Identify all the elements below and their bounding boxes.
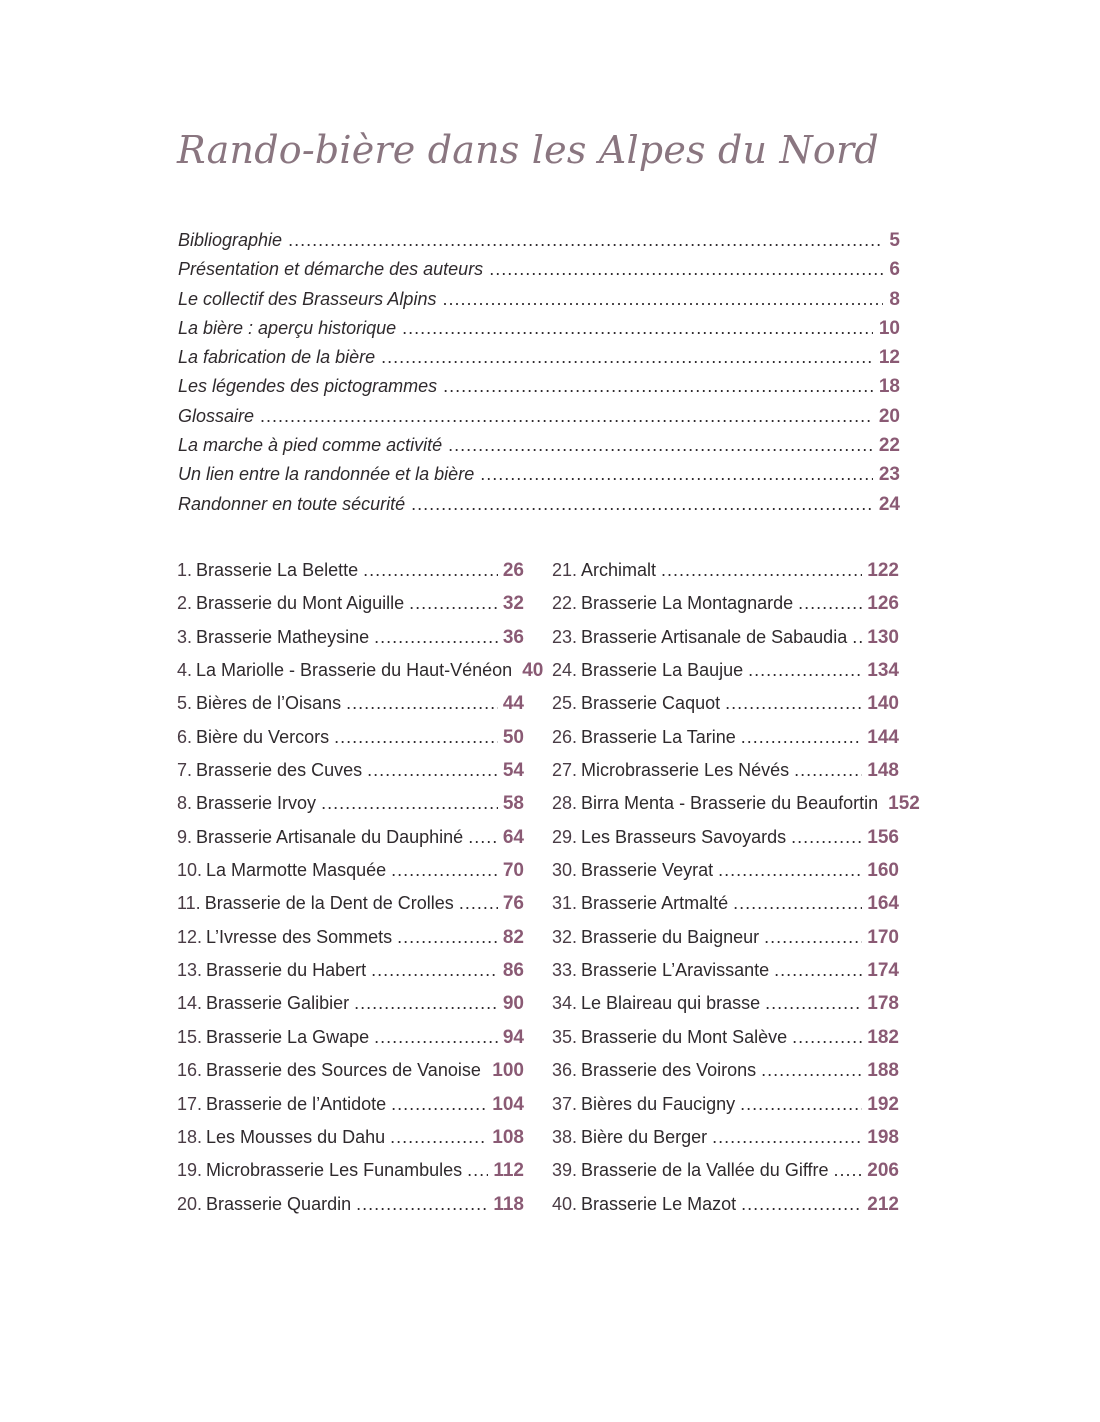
brewery-name: Brasserie des Voirons bbox=[581, 1060, 757, 1081]
brewery-number: 1. bbox=[177, 560, 193, 580]
brewery-page: 36 bbox=[502, 626, 524, 648]
dot-leader bbox=[363, 560, 498, 581]
toc-entry-label: Le collectif des Brasseurs Alpins bbox=[178, 288, 437, 309]
dot-leader bbox=[448, 435, 873, 456]
brewery-name: Brasserie La Baujue bbox=[581, 660, 744, 681]
dot-leader bbox=[774, 960, 862, 981]
brewery-name: Brasserie Irvoy bbox=[196, 793, 317, 814]
title-row bbox=[177, 122, 900, 178]
brewery-entry[interactable] bbox=[552, 693, 899, 726]
brewery-entry[interactable] bbox=[552, 660, 899, 693]
toc-entry[interactable] bbox=[178, 406, 900, 435]
toc-entry-page: 23 bbox=[878, 464, 900, 486]
brewery-entry[interactable] bbox=[177, 1094, 524, 1127]
brewery-entry[interactable] bbox=[177, 860, 524, 893]
brewery-name: Birra Menta - Brasserie du Beaufortin bbox=[581, 793, 879, 814]
brewery-entry[interactable] bbox=[177, 960, 524, 993]
dot-leader bbox=[391, 860, 498, 881]
brewery-page: 170 bbox=[867, 926, 899, 948]
brewery-number: 2. bbox=[177, 593, 193, 614]
brewery-number: 25. bbox=[552, 693, 578, 714]
intro-toc-list bbox=[178, 230, 900, 523]
brewery-page: 26 bbox=[502, 560, 524, 581]
brewery-name: Brasserie Matheysine bbox=[196, 626, 370, 647]
dot-leader bbox=[718, 860, 862, 881]
brewery-page: 44 bbox=[502, 693, 524, 715]
brewery-entry[interactable] bbox=[177, 593, 524, 626]
brewery-entry[interactable] bbox=[552, 760, 899, 793]
brewery-entry[interactable] bbox=[177, 627, 524, 660]
brewery-entry[interactable] bbox=[552, 1194, 899, 1227]
brewery-number: 8. bbox=[177, 793, 193, 814]
dot-leader bbox=[486, 1060, 487, 1081]
brewery-name: Les Mousses du Dahu bbox=[206, 1126, 386, 1147]
brewery-page: 152 bbox=[888, 793, 920, 815]
dot-leader bbox=[411, 494, 873, 515]
brewery-entry[interactable] bbox=[552, 893, 899, 926]
brewery-page: 198 bbox=[867, 1126, 899, 1148]
brewery-name: Les Brasseurs Savoyards bbox=[581, 826, 787, 847]
brewery-page: 112 bbox=[493, 1160, 524, 1182]
dot-leader bbox=[381, 347, 873, 368]
toc-entry-label: Glossaire bbox=[178, 405, 255, 426]
brewery-number: 31. bbox=[552, 893, 578, 914]
brewery-entry[interactable] bbox=[552, 627, 899, 660]
dot-leader bbox=[371, 960, 498, 981]
brewery-page: 206 bbox=[867, 1160, 899, 1182]
brewery-number: 30. bbox=[552, 860, 578, 881]
toc-entry-label: Un lien entre la randonnée et la bière bbox=[178, 464, 475, 485]
brewery-number: 11. bbox=[177, 893, 201, 914]
brewery-entry[interactable] bbox=[177, 1127, 524, 1160]
brewery-entry[interactable] bbox=[177, 1027, 524, 1060]
page-title: Rando-bière dans les Alpes du Nord bbox=[177, 128, 879, 172]
brewery-name: Brasserie des Sources de Vanoise bbox=[206, 1060, 481, 1081]
brewery-number: 27. bbox=[552, 760, 578, 781]
toc-entry-page: 10 bbox=[878, 317, 900, 339]
toc-entry-label: La marche à pied comme activité bbox=[178, 435, 443, 456]
brewery-toc-list-left bbox=[177, 560, 544, 1227]
brewery-page: 54 bbox=[502, 760, 524, 782]
brewery-number: 15. bbox=[177, 1026, 203, 1047]
brewery-name: Brasserie du Baigneur bbox=[581, 926, 760, 947]
brewery-page: 90 bbox=[502, 993, 524, 1015]
toc-entry-label: Présentation et démarche des auteurs bbox=[178, 259, 484, 280]
brewery-name: Microbrasserie Les Funambules bbox=[206, 1160, 463, 1181]
brewery-entry[interactable] bbox=[177, 660, 544, 693]
brewery-number: 17. bbox=[177, 1093, 203, 1114]
brewery-name: Brasserie du Mont Aiguille bbox=[196, 593, 405, 614]
dot-leader bbox=[459, 893, 498, 914]
dot-leader bbox=[792, 1027, 862, 1048]
brewery-name: Archimalt bbox=[581, 560, 657, 580]
dot-leader bbox=[397, 927, 498, 948]
toc-entry[interactable] bbox=[178, 347, 900, 376]
brewery-entry[interactable] bbox=[552, 827, 899, 860]
brewery-page: 212 bbox=[867, 1193, 899, 1215]
dot-leader bbox=[288, 230, 883, 251]
brewery-page: 192 bbox=[867, 1093, 899, 1115]
brewery-number: 14. bbox=[177, 993, 203, 1014]
toc-entry[interactable] bbox=[178, 230, 900, 259]
brewery-page: 82 bbox=[502, 926, 524, 948]
brewery-page: 104 bbox=[492, 1093, 524, 1115]
dot-leader bbox=[334, 727, 498, 748]
brewery-name: Brasserie des Cuves bbox=[196, 760, 363, 781]
toc-entry-label: La bière : aperçu historique bbox=[178, 317, 397, 338]
dot-leader bbox=[356, 1194, 488, 1215]
brewery-number: 36. bbox=[552, 1060, 578, 1081]
dot-leader bbox=[468, 827, 498, 848]
brewery-name: Brasserie du Mont Salève bbox=[581, 1026, 788, 1047]
toc-entry-page: 8 bbox=[889, 288, 900, 310]
toc-entry[interactable] bbox=[178, 494, 900, 523]
brewery-entry[interactable] bbox=[177, 1194, 524, 1227]
brewery-entry[interactable] bbox=[177, 693, 524, 726]
dot-leader bbox=[467, 1160, 488, 1181]
brewery-name: Brasserie La Montagnarde bbox=[581, 593, 794, 614]
dot-leader bbox=[733, 893, 862, 914]
brewery-number: 39. bbox=[552, 1160, 578, 1181]
brewery-entry[interactable] bbox=[552, 960, 899, 993]
dot-leader bbox=[442, 289, 883, 310]
dot-leader bbox=[390, 1127, 487, 1148]
brewery-page: 130 bbox=[867, 626, 899, 648]
dot-leader bbox=[391, 1094, 487, 1115]
brewery-name: Bières du Faucigny bbox=[581, 1093, 736, 1114]
brewery-page: 76 bbox=[502, 893, 524, 915]
dot-leader bbox=[852, 627, 862, 648]
brewery-number: 19. bbox=[177, 1160, 203, 1181]
brewery-page: 134 bbox=[867, 660, 899, 682]
dot-leader bbox=[765, 993, 862, 1014]
brewery-page: 32 bbox=[502, 593, 524, 615]
brewery-page: 122 bbox=[867, 560, 899, 581]
dot-leader bbox=[791, 827, 862, 848]
brewery-entry[interactable] bbox=[177, 760, 524, 793]
brewery-entry[interactable] bbox=[177, 1060, 524, 1093]
brewery-number: 38. bbox=[552, 1126, 578, 1147]
brewery-page: 156 bbox=[867, 826, 899, 848]
brewery-number: 6. bbox=[177, 726, 193, 747]
brewery-page: 188 bbox=[867, 1060, 899, 1082]
toc-entry-page: 20 bbox=[878, 405, 900, 427]
dot-leader bbox=[748, 660, 862, 681]
brewery-name: Brasserie Galibier bbox=[206, 993, 350, 1014]
dot-leader bbox=[725, 693, 862, 714]
toc-entry-label: Bibliographie bbox=[178, 230, 283, 250]
brewery-name: Brasserie du Habert bbox=[206, 960, 367, 981]
brewery-name: Brasserie de la Dent de Crolles bbox=[204, 893, 454, 914]
toc-entry-label: La fabrication de la bière bbox=[178, 347, 376, 368]
toc-entry-page: 12 bbox=[878, 347, 900, 369]
brewery-entry[interactable] bbox=[177, 927, 524, 960]
brewery-name: La Mariolle - Brasserie du Haut-Vénéon bbox=[196, 660, 513, 681]
toc-entry-page: 22 bbox=[878, 435, 900, 457]
brewery-number: 9. bbox=[177, 826, 193, 847]
brewery-entry[interactable] bbox=[177, 993, 524, 1026]
brewery-number: 22. bbox=[552, 593, 578, 614]
brewery-name: L’Ivresse des Sommets bbox=[206, 926, 393, 947]
dot-leader bbox=[321, 793, 498, 814]
brewery-entry[interactable] bbox=[552, 793, 920, 826]
brewery-number: 37. bbox=[552, 1093, 578, 1114]
dot-leader bbox=[764, 927, 862, 948]
brewery-entry[interactable] bbox=[552, 993, 899, 1026]
brewery-page: 40 bbox=[522, 660, 544, 682]
brewery-entry[interactable] bbox=[177, 560, 524, 593]
brewery-number: 24. bbox=[552, 660, 578, 681]
toc-entry-page: 24 bbox=[878, 493, 900, 515]
brewery-number: 3. bbox=[177, 626, 193, 647]
brewery-number: 35. bbox=[552, 1026, 578, 1047]
brewery-page: 164 bbox=[867, 893, 899, 915]
brewery-name: Brasserie La Belette bbox=[196, 560, 359, 580]
brewery-number: 33. bbox=[552, 960, 578, 981]
brewery-number: 16. bbox=[177, 1060, 203, 1081]
brewery-page: 140 bbox=[867, 693, 899, 715]
brewery-entry[interactable] bbox=[177, 727, 524, 760]
brewery-number: 5. bbox=[177, 693, 193, 714]
dot-leader bbox=[354, 993, 498, 1014]
dot-leader bbox=[761, 1060, 862, 1081]
brewery-name: Bière du Vercors bbox=[196, 726, 330, 747]
brewery-entry[interactable] bbox=[552, 560, 899, 593]
dot-leader bbox=[661, 560, 862, 581]
brewery-page: 50 bbox=[502, 726, 524, 748]
brewery-entry[interactable] bbox=[552, 1127, 899, 1160]
brewery-page: 86 bbox=[502, 960, 524, 982]
brewery-entry[interactable] bbox=[552, 1094, 899, 1127]
brewery-number: 18. bbox=[177, 1126, 203, 1147]
brewery-name: Brasserie Artmalté bbox=[581, 893, 729, 914]
toc-entry[interactable] bbox=[178, 435, 900, 464]
brewery-entry[interactable] bbox=[177, 1160, 524, 1193]
brewery-name: Bières de l’Oisans bbox=[196, 693, 342, 714]
dot-leader bbox=[374, 1027, 498, 1048]
brewery-number: 28. bbox=[552, 793, 578, 814]
dot-leader bbox=[374, 627, 498, 648]
dot-leader bbox=[260, 406, 873, 427]
dot-leader bbox=[712, 1127, 862, 1148]
brewery-page: 94 bbox=[502, 1026, 524, 1048]
brewery-entry[interactable] bbox=[552, 1160, 899, 1193]
brewery-name: Brasserie Quardin bbox=[206, 1193, 352, 1214]
brewery-page: 144 bbox=[867, 726, 899, 748]
brewery-name: Brasserie La Gwape bbox=[206, 1026, 370, 1047]
brewery-name: Brasserie Artisanale de Sabaudia bbox=[581, 626, 848, 647]
dot-leader bbox=[834, 1160, 863, 1181]
brewery-entry[interactable] bbox=[552, 727, 899, 760]
brewery-page: 70 bbox=[502, 860, 524, 882]
brewery-number: 20. bbox=[177, 1193, 203, 1214]
brewery-name: Brasserie Caquot bbox=[581, 693, 721, 714]
brewery-name: Brasserie L’Aravissante bbox=[581, 960, 770, 981]
toc-entry-page: 6 bbox=[889, 259, 900, 281]
brewery-page: 182 bbox=[867, 1026, 899, 1048]
dot-leader bbox=[402, 318, 873, 339]
brewery-page: 108 bbox=[492, 1126, 524, 1148]
dot-leader bbox=[346, 693, 498, 714]
brewery-page: 174 bbox=[867, 960, 899, 982]
brewery-entry[interactable] bbox=[552, 927, 899, 960]
toc-entry[interactable] bbox=[178, 259, 900, 288]
toc-entry-page: 18 bbox=[878, 376, 900, 398]
brewery-entry[interactable] bbox=[552, 860, 899, 893]
dot-leader bbox=[409, 593, 498, 614]
brewery-name: Microbrasserie Les Névés bbox=[581, 760, 790, 781]
brewery-name: Brasserie Veyrat bbox=[581, 860, 714, 881]
brewery-number: 26. bbox=[552, 726, 578, 747]
brewery-page: 58 bbox=[502, 793, 524, 815]
brewery-name: Brasserie Artisanale du Dauphiné bbox=[196, 826, 464, 847]
dot-leader bbox=[741, 1194, 862, 1215]
brewery-number: 10. bbox=[177, 860, 203, 881]
brewery-number: 23. bbox=[552, 626, 578, 647]
brewery-page: 100 bbox=[492, 1060, 524, 1082]
toc-entry[interactable] bbox=[178, 376, 900, 405]
brewery-number: 32. bbox=[552, 926, 578, 947]
brewery-name: Brasserie de la Vallée du Giffre bbox=[581, 1160, 829, 1181]
brewery-number: 7. bbox=[177, 760, 193, 781]
toc-entry-page: 5 bbox=[889, 230, 900, 251]
brewery-page: 160 bbox=[867, 860, 899, 882]
dot-leader bbox=[741, 727, 863, 748]
brewery-number: 34. bbox=[552, 993, 578, 1014]
toc-entry-label: Les légendes des pictogrammes bbox=[178, 376, 438, 397]
dot-leader bbox=[489, 259, 883, 280]
brewery-entry[interactable] bbox=[552, 593, 899, 626]
brewery-page: 148 bbox=[867, 760, 899, 782]
toc-entry[interactable] bbox=[178, 289, 900, 318]
dot-leader bbox=[480, 464, 873, 485]
brewery-toc-list-right bbox=[552, 560, 920, 1227]
brewery-entry[interactable] bbox=[552, 1060, 899, 1093]
brewery-page: 178 bbox=[867, 993, 899, 1015]
dot-leader bbox=[794, 760, 862, 781]
brewery-name: Bière du Berger bbox=[581, 1126, 708, 1147]
dot-leader bbox=[798, 593, 862, 614]
dot-leader bbox=[443, 376, 873, 397]
brewery-entry[interactable] bbox=[177, 793, 524, 826]
brewery-page: 126 bbox=[867, 593, 899, 615]
dot-leader bbox=[367, 760, 498, 781]
brewery-number: 29. bbox=[552, 826, 578, 847]
dot-leader bbox=[740, 1094, 862, 1115]
brewery-entry[interactable] bbox=[177, 827, 524, 860]
toc-entry[interactable] bbox=[178, 318, 900, 347]
brewery-number: 21. bbox=[552, 560, 578, 580]
brewery-number: 13. bbox=[177, 960, 203, 981]
brewery-name: Brasserie Le Mazot bbox=[581, 1193, 737, 1214]
brewery-name: Le Blaireau qui brasse bbox=[581, 993, 761, 1014]
toc-entry[interactable] bbox=[178, 464, 900, 493]
brewery-page: 118 bbox=[493, 1193, 524, 1215]
brewery-name: Brasserie de l’Antidote bbox=[206, 1093, 387, 1114]
brewery-number: 4. bbox=[177, 660, 193, 681]
brewery-entry[interactable] bbox=[552, 1027, 899, 1060]
brewery-name: La Marmotte Masquée bbox=[206, 860, 387, 881]
brewery-number: 12. bbox=[177, 926, 203, 947]
brewery-entry[interactable] bbox=[177, 893, 524, 926]
brewery-number: 40. bbox=[552, 1193, 578, 1214]
toc-entry-label: Randonner en toute sécurité bbox=[178, 493, 406, 514]
brewery-page: 64 bbox=[502, 826, 524, 848]
brewery-name: Brasserie La Tarine bbox=[581, 726, 736, 747]
